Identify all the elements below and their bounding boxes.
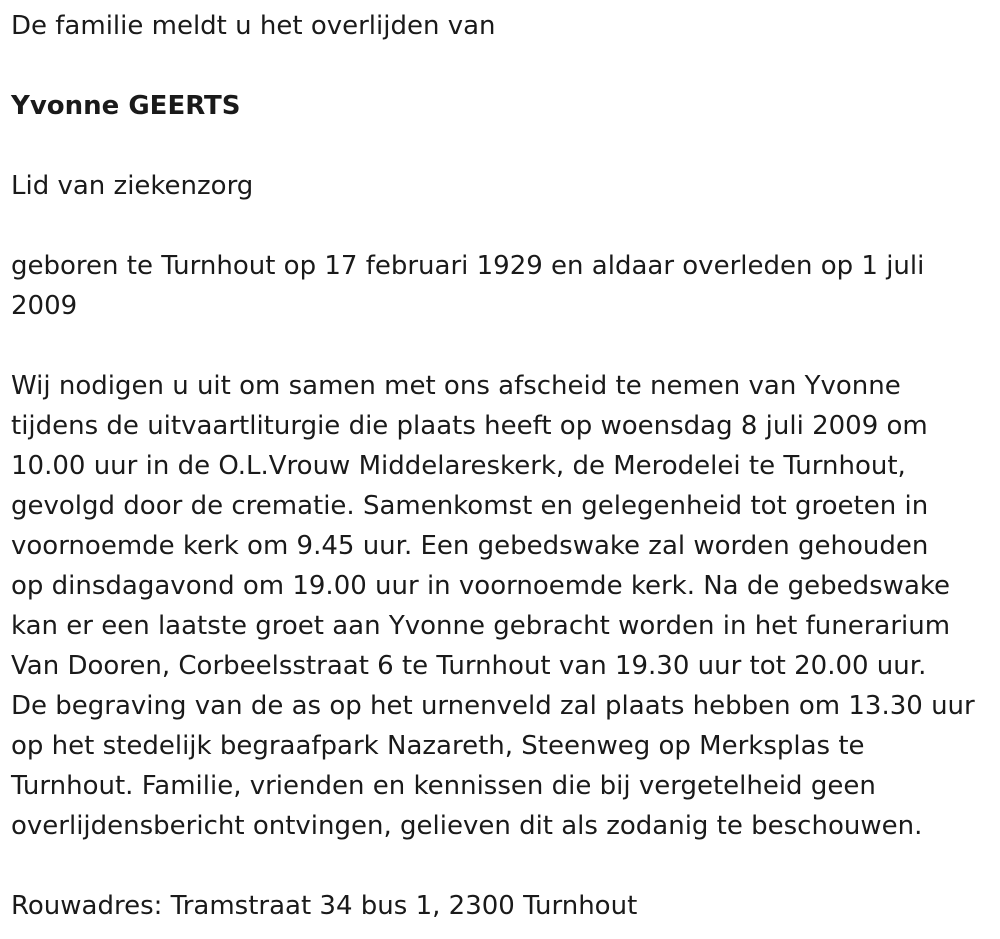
text-line: kan er een laatste groet aan Yvonne gebracht worden in het funerarium xyxy=(11,611,951,641)
invitation-paragraph xyxy=(11,366,989,846)
text-line: tijdens de uitvaartliturgie die plaats heeft op woensdag 8 juli 2009 om xyxy=(11,411,928,441)
text-line: De begraving van de as op het urnenveld zal plaats hebben om 13.30 uur xyxy=(11,691,975,721)
text-line: Turnhout. Familie, vrienden en kennissen die bij vergetelheid geen xyxy=(11,771,876,801)
spacer xyxy=(11,846,989,886)
text-line: op dinsdagavond om 19.00 uur in voornoemde kerk. Na de gebedswake xyxy=(11,571,951,601)
intro-text: De familie meldt u het overlijden van xyxy=(11,11,496,41)
text-line: op het stedelijk begraafpark Nazareth, Steenweg op Merksplas te xyxy=(11,731,865,761)
text-line: overlijdensbericht ontvingen, gelieven dit als zodanig te beschouwen. xyxy=(11,811,923,841)
mourning-address: Rouwadres: Tramstraat 34 bus 1, 2300 Turnhout xyxy=(11,891,638,921)
text-line: voornoemde kerk om 9.45 uur. Een gebedswake zal worden gehouden xyxy=(11,531,929,561)
membership-text: Lid van ziekenzorg xyxy=(11,171,254,201)
spacer xyxy=(11,46,989,86)
spacer xyxy=(11,206,989,246)
text-line: Van Dooren, Corbeelsstraat 6 te Turnhout van 19.30 uur tot 20.00 uur. xyxy=(11,651,927,681)
obituary-notice xyxy=(11,6,989,926)
text-line: geboren te Turnhout op 17 februari 1929 en aldaar overleden op 1 juli xyxy=(11,251,925,281)
spacer xyxy=(11,126,989,166)
spacer xyxy=(11,326,989,366)
birth-death-paragraph xyxy=(11,246,989,326)
deceased-name: Yvonne GEERTS xyxy=(11,91,241,121)
text-line: Wij nodigen u uit om samen met ons afscheid te nemen van Yvonne xyxy=(11,371,901,401)
text-line: 2009 xyxy=(11,291,78,321)
text-line: 10.00 uur in de O.L.Vrouw Middelareskerk, de Merodelei te Turnhout, xyxy=(11,451,906,481)
text-line: gevolgd door de crematie. Samenkomst en gelegenheid tot groeten in xyxy=(11,491,929,521)
